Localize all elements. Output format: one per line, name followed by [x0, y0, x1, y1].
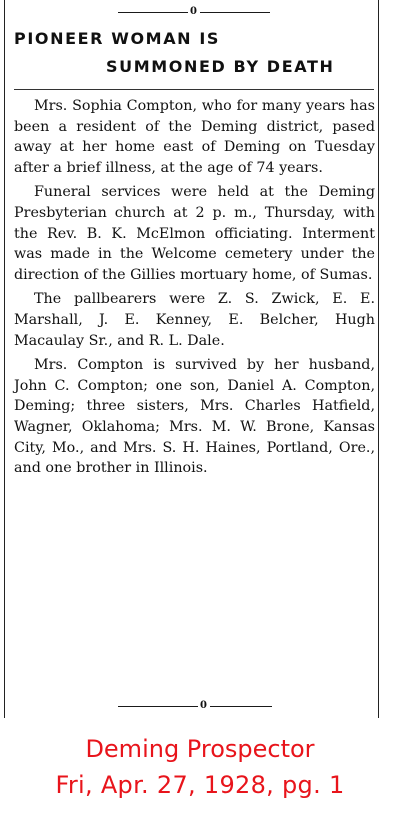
headline-line-1: PIONEER WOMAN IS	[14, 29, 221, 48]
article-body	[14, 96, 375, 483]
headline-divider	[14, 89, 374, 90]
article-paragraph-4: Mrs. Compton is survived by her husband, John C. Compton; one son, Daniel A. Compton, Deming; three sisters, Mrs. Charles Hatfield, Wagner, Oklahoma; Mrs. M. W. Brone, Kansas City, Mo., and Mrs. S. H. Haines, Portland, Ore., and one brother in Illinois.	[14, 357, 375, 477]
article-paragraph-1: Mrs. Sophia Compton, who for many years has been a resident of the Deming district, pased away at her home east of Deming on Tuesday after a brief illness, at the age of 74 years.	[14, 98, 375, 176]
top-rule-mark: 0	[190, 6, 197, 17]
column-border-left	[4, 0, 5, 718]
article-paragraph-3: The pallbearers were Z. S. Zwick, E. E. Marshall, J. E. Kenney, E. Belcher, Hugh Macaulay Sr., and R. L. Dale.	[14, 291, 375, 349]
column-border-right	[378, 0, 379, 718]
article-paragraph-2: Funeral services were held at the Deming Presbyterian church at 2 p. m., Thursday, with the Rev. B. K. McElmon officiating. Interment was made in the Welcome cemetery under the direction of the Gillies mortuary home, of Sumas.	[14, 184, 375, 283]
bottom-rule-left	[118, 706, 198, 707]
caption-publication: Deming Prospector	[85, 735, 315, 763]
top-rule-left	[118, 12, 188, 13]
bottom-rule-right	[210, 706, 272, 707]
top-rule-right	[200, 12, 270, 13]
caption-date-page: Fri, Apr. 27, 1928, pg. 1	[55, 771, 345, 799]
headline-line-2: SUMMONED BY DEATH	[106, 57, 335, 76]
bottom-rule-mark: 0	[200, 700, 207, 711]
